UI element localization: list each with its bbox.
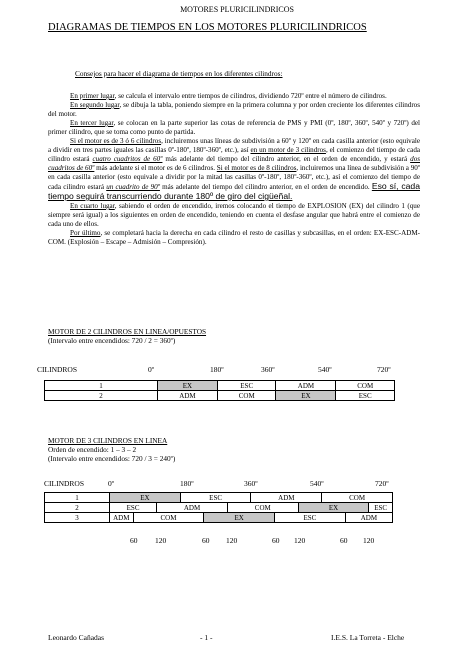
footer-school: I.E.S. La Torreta - Elche: [331, 633, 405, 642]
cell-ex: EX: [204, 513, 275, 523]
degree-540: 540º: [310, 479, 324, 488]
emphasis-note: Eso sí, cada tiempo seguirá transcurriendo durante 180º de giro del cigüeñal.: [48, 181, 420, 201]
cell-ex: EX: [110, 493, 181, 503]
degree-180: 180º: [210, 365, 224, 374]
interval-note: (Intervalo entre encendidos: 720 / 2 = 360º): [48, 336, 176, 345]
step-second: En segundo lugar, se dibuja la tabla, poniendo siempre en la primera columna y por orden creciente los diferentes cilindros del motor.: [48, 101, 420, 118]
cell-com: COM: [217, 391, 276, 401]
subtick-60: 60: [202, 536, 210, 545]
cell-esc: ESC: [217, 381, 276, 391]
cell-ex: EX: [276, 391, 336, 401]
step-last: Por último, se completará hacia la derecha en cada cilindro el resto de casillas y subcasillas, en el orden: EX-ESC-ADM-COM. (Explosión – Escape – Admisión – Compresión).: [48, 229, 420, 246]
table-row: [45, 493, 393, 503]
cell-adm: ADM: [345, 513, 392, 523]
subtick-120: 120: [294, 536, 306, 545]
cell-ex: EX: [158, 381, 218, 391]
table-row: [45, 513, 393, 523]
cell-esc: ESC: [275, 513, 346, 523]
firing-order: Orden de encendido: 1 – 3 – 2: [48, 445, 137, 454]
cell-com: COM: [133, 513, 204, 523]
footer-author: Leonardo Cañadas: [48, 633, 105, 642]
degree-360: 360º: [261, 365, 275, 374]
cylinder-number: 1: [45, 381, 158, 391]
cell-esc: ESC: [336, 391, 395, 401]
degree-180: 180º: [180, 479, 194, 488]
advice-heading: Consejos para hacer el diagrama de tiempos en los diferentes cilindros:: [75, 69, 283, 78]
cell-esc: ESC: [369, 503, 393, 513]
table-row: [45, 391, 395, 401]
cylinders-label: CILINDROS: [44, 479, 85, 488]
cell-adm: ADM: [251, 493, 322, 503]
step-first: En primer lugar, se calcula el intervalo entre tiempos de cilindros, dividiendo 720º entre el número de cilindros.: [70, 92, 387, 100]
section-heading: MOTOR DE 2 CILINDROS EN LINEA/OPUESTOS: [48, 327, 207, 336]
section-2-cylinders: [48, 327, 206, 345]
subtick-60: 60: [272, 536, 280, 545]
running-header: MOTORES PLURICILINDRICOS: [180, 5, 294, 14]
cell-esc: ESC: [180, 493, 251, 503]
cell-ex: EX: [298, 503, 369, 513]
degree-0: 0º: [148, 365, 155, 374]
subtick-120: 120: [226, 536, 238, 545]
timing-table-3cyl: [44, 492, 393, 523]
cell-esc: ESC: [110, 503, 157, 513]
subtick-60: 60: [130, 536, 138, 545]
interval-note: (Intervalo entre encendidos: 720 / 3 = 240º): [48, 454, 176, 463]
cylinder-number: 2: [45, 503, 110, 513]
degree-360: 360º: [244, 479, 258, 488]
cell-adm: ADM: [157, 503, 228, 513]
subtick-60: 60: [340, 536, 348, 545]
cell-adm: ADM: [276, 381, 336, 391]
cylinder-number: 1: [45, 493, 110, 503]
cell-adm: ADM: [110, 513, 134, 523]
cylinder-number: 2: [45, 391, 158, 401]
step-third: En tercer lugar, se colocan en la parte superior las cotas de referencia de PMS y PMI (0º, 180º, 360º, 540º y 720º) del primer cilindro, que se toma como punto de partida.: [48, 119, 421, 136]
page-title: DIAGRAMAS DE TIEMPOS EN LOS MOTORES PLURICILINDRICOS: [48, 22, 367, 33]
timing-table-2cyl: [44, 380, 395, 401]
degree-720: 720º: [375, 479, 389, 488]
degree-540: 540º: [318, 365, 332, 374]
step-fourth: En cuarto lugar, sabiendo el orden de encendido, iremos colocando el tiempo de EXPLOSION (EX) del cilindro 1 (que siempre será igual) a los siguientes en orden de encendido, teniendo en cuenta el desfase angular que habrá entre el comienzo de cada uno de ellos.: [48, 202, 420, 228]
section-heading: MOTOR DE 3 CILINDROS EN LINEA: [48, 436, 168, 445]
cylinder-number: 3: [45, 513, 110, 523]
step-subdivision: Si el motor es de 3 ó 6 cilindros, incluiremos unas líneas de subdivisión a 60º y 120º en cada casilla anterior (esto equivale a dividir en tres partes iguales las casillas 0º-180º, 180º-360º, etc.), así en un motor de 3 cilindros, el comienzo del tiempo de cada cilindro estará cuatro cuadritos de 60º más adelante del tiempo del cilindro anterior, en el orden de encendido, y estará dos cuadritos de 60º más adelante si el motor es de 6 cilindros. Si el motor es de 8 cilindros, incluiremos una línea de subdivisión a 90º en cada casilla anterior (esto equivale a dividir por la mitad las casillas 0º-180º, 180º-360º, etc.), así el comienzo del tiempo de cada cilindro estará un cuadrito de 90º más adelante del tiempo del cilindro anterior, en el orden de encendido. Eso sí, cada tiempo seguirá transcurriendo durante 180º de giro del cigüeñal.: [48, 137, 421, 201]
cell-com: COM: [322, 493, 393, 503]
table-row: [45, 503, 393, 513]
table-row: [45, 381, 395, 391]
degree-0: 0º: [108, 479, 115, 488]
subtick-120: 120: [363, 536, 375, 545]
degree-720: 720º: [377, 365, 391, 374]
section-3-cylinders: [48, 436, 175, 463]
cell-com: COM: [336, 381, 395, 391]
instructions-block: [48, 92, 420, 247]
subtick-120: 120: [155, 536, 167, 545]
cell-com: COM: [227, 503, 298, 513]
cylinders-label: CILINDROS: [37, 365, 78, 374]
cell-adm: ADM: [158, 391, 218, 401]
page-number: - 1 -: [200, 633, 213, 642]
